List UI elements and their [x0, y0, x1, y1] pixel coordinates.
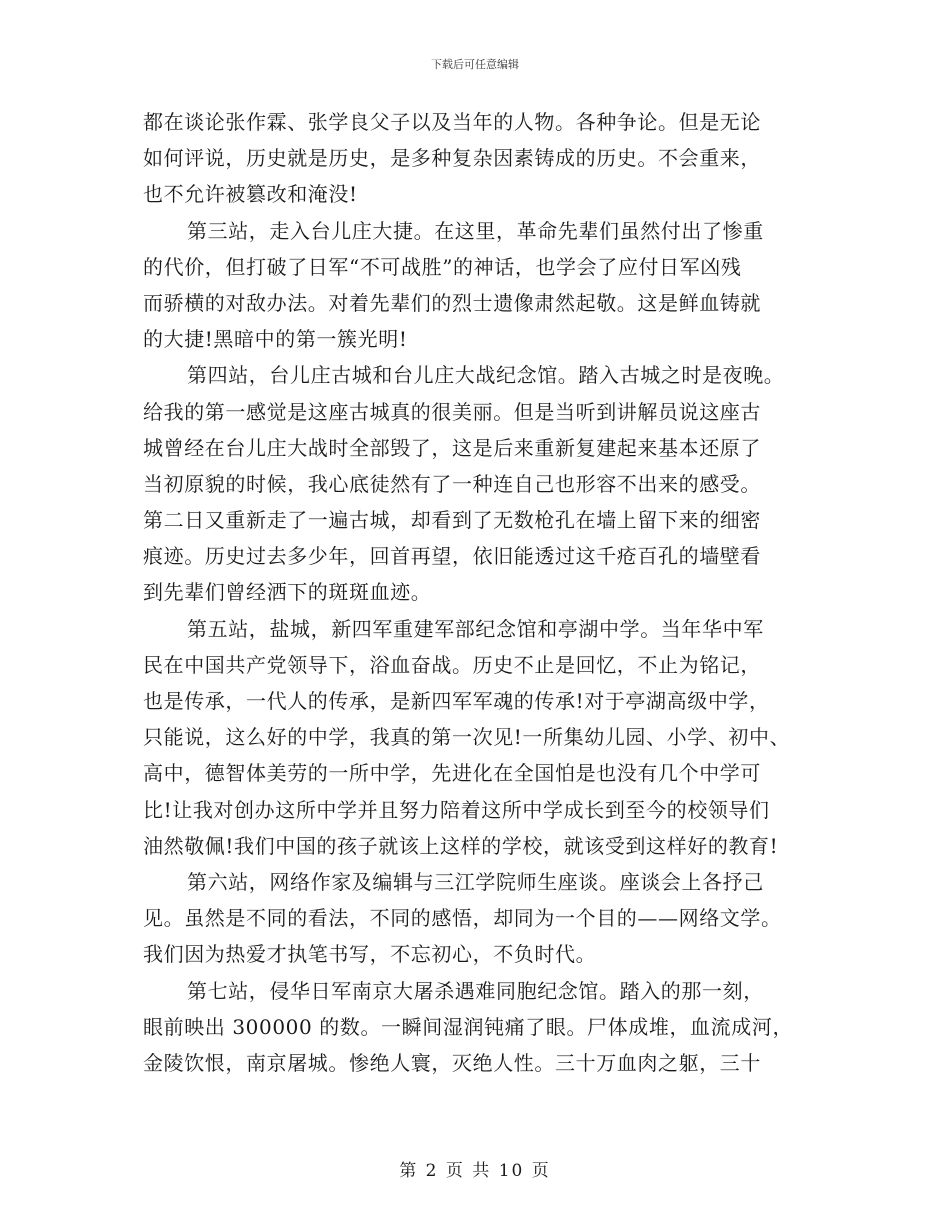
- text-line: 的大捷!黑暗中的第一簇光明!: [143, 327, 408, 352]
- text-line: 城曾经在台儿庄大战时全部毁了，这是后来重新复建起来基本还原了: [143, 435, 761, 460]
- text-line: 见。虽然是不同的看法，不同的感悟，却同为一个目的——网络文学。: [143, 906, 782, 931]
- text-line: 第四站，台儿庄古城和台儿庄大战纪念馆。踏入古城之时是夜晚。: [187, 363, 785, 388]
- text-line: 比!让我对创办这所中学并且努力陪着这所中学成长到至今的校领导们: [143, 797, 770, 822]
- text-line: 到先辈们曾经洒下的斑斑血迹。: [143, 580, 432, 605]
- text-line: 痕迹。历史过去多少年，回首再望，依旧能透过这千疮百孔的墙壁看: [143, 544, 761, 569]
- text-line: 只能说，这么好的中学，我真的第一次见!一所集幼儿园、小学、初中、: [143, 725, 791, 750]
- text-line: 眼前映出 300000 的数。一瞬间湿润钝痛了眼。尸体成堆，血流成河，: [143, 1014, 794, 1039]
- text-line: 第二日又重新走了一遍古城，却看到了无数枪孔在墙上留下来的细密: [143, 508, 761, 533]
- text-line: 我们因为热爱才执笔书写，不忘初心，不负时代。: [143, 942, 597, 967]
- page-header: 下载后可任意编辑: [431, 58, 519, 71]
- text-line: 高中，德智体美劳的一所中学，先进化在全国怕是也没有几个中学可: [143, 761, 761, 786]
- text-line: 第七站，侵华日军南京大屠杀遇难同胞纪念馆。踏入的那一刻，: [187, 978, 764, 1003]
- text-line: 当初原貌的时候，我心底徒然有了一种连自己也形容不出来的感受。: [143, 471, 761, 496]
- text-line: 如何评说，历史就是历史，是多种复杂因素铸成的历史。不会重来，: [143, 146, 761, 171]
- text-line: 而骄横的对敌办法。对着先辈们的烈士遗像肃然起敬。这是鲜血铸就: [143, 290, 761, 315]
- text-line: 金陵饮恨，南京屠城。惨绝人寰，灭绝人性。三十万血肉之躯，三十: [143, 1050, 761, 1075]
- text-line: 给我的第一感觉是这座古城真的很美丽。但是当听到讲解员说这座古: [143, 399, 761, 424]
- text-line: 民在中国共产党领导下，浴血奋战。历史不止是回忆，不止为铭记，: [143, 652, 761, 677]
- text-line: 的代价，但打破了日军“不可战胜”的神话，也学会了应付日军凶残: [143, 254, 742, 279]
- text-line: 也是传承，一代人的传承，是新四军军魂的传承!对于亭湖高级中学，: [143, 689, 770, 713]
- text-line: 也不允许被篡改和淹没!: [143, 182, 358, 207]
- text-line: 都在谈论张作霖、张学良父子以及当年的人物。各种争论。但是无论: [143, 110, 761, 134]
- text-line: 油然敬佩!我们中国的孩子就该上这样的学校，就该受到这样好的教育!: [143, 833, 779, 858]
- text-line: 第三站，走入台儿庄大捷。在这里，革命先辈们虽然付出了惨重: [187, 218, 764, 243]
- text-line: 第六站，网络作家及编辑与三江学院师生座谈。座谈会上各抒己: [187, 869, 764, 894]
- page-body: [143, 104, 815, 1081]
- text-line: 第五站，盐城，新四军重建军部纪念馆和亭湖中学。当年华中军: [187, 616, 764, 641]
- page-footer: 第 2 页 共 10 页: [399, 1161, 551, 1181]
